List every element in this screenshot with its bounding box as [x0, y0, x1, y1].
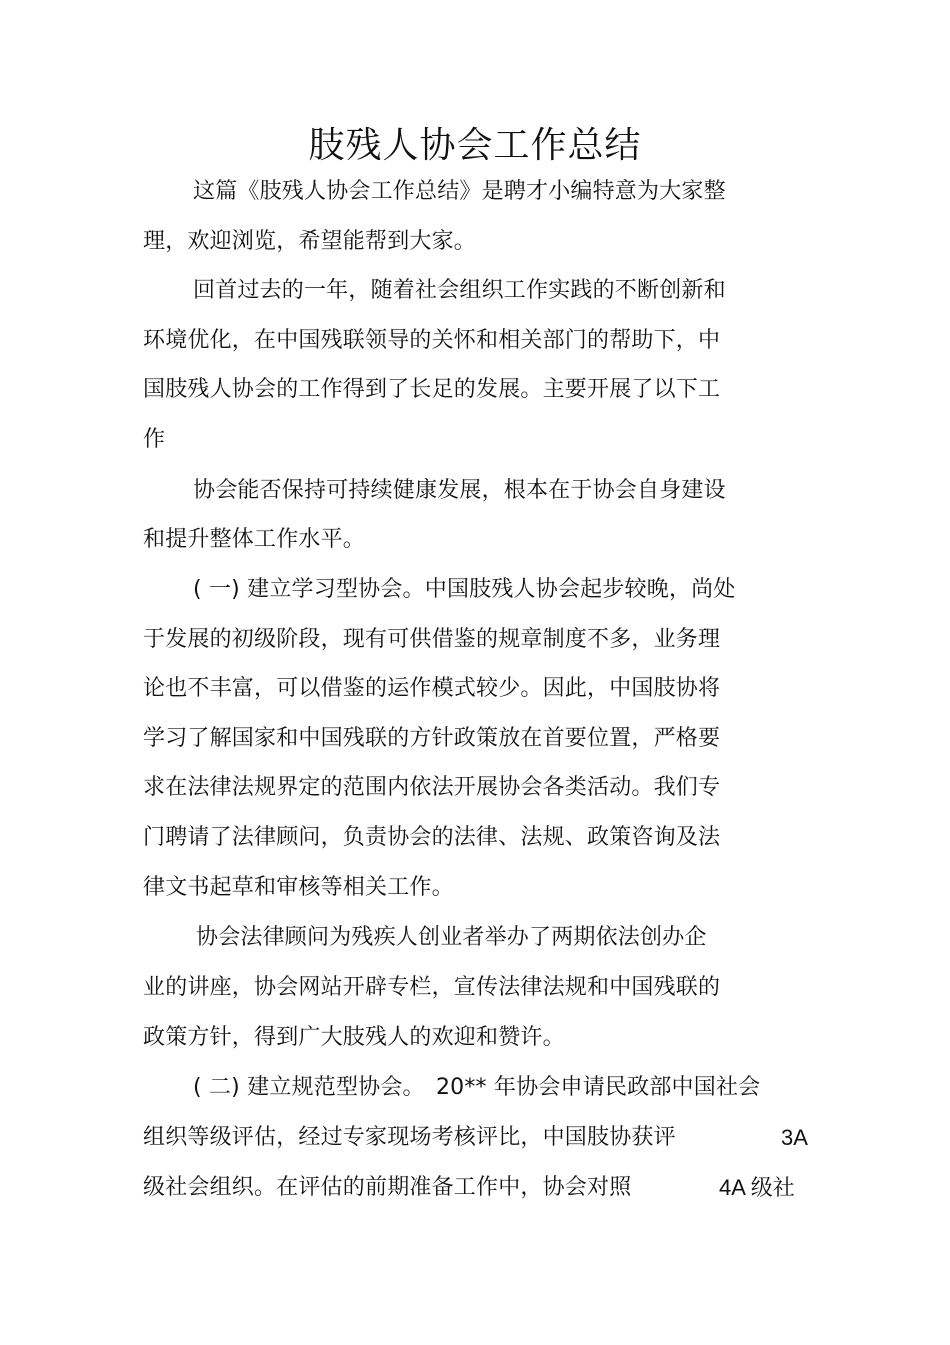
text-line: 组织等级评估，经过专家现场考核评比，中国肢协获评: [143, 1125, 676, 1150]
text-line: 论也不丰富，可以借鉴的运作模式较少。因此，中国肢协将: [143, 676, 721, 701]
text-line: 和提升整体工作水平。: [143, 527, 366, 552]
text-line: 政策方针，得到广大肢残人的欢迎和赞许。: [143, 1025, 565, 1050]
text-line: 协会法律顾问为残疾人创业者举办了两期依法创办企: [196, 925, 707, 950]
text-line: 门聘请了法律顾问，负责协会的法律、法规、政策咨询及法: [143, 825, 721, 850]
text-line: 理，欢迎浏览，希望能帮到大家。: [143, 229, 477, 254]
text-line: 学习了解国家和中国残联的方针政策放在首要位置，严格要: [143, 726, 721, 751]
text-fragment-3a: 3A: [781, 1125, 808, 1150]
text-line: 协会能否保持可持续健康发展，根本在于协会自身建设: [193, 478, 726, 503]
text-line: ( 一) 建立学习型协会。中国肢残人协会起步较晚，尚处: [193, 577, 736, 602]
text-line: ( 二) 建立规范型协会。 20** 年协会申请民政部中国社会: [193, 1075, 761, 1100]
text-line: 作: [143, 427, 166, 452]
text-line: 这篇《肢残人协会工作总结》是聘才小编特意为大家整: [193, 179, 726, 204]
text-line: 业的讲座，协会网站开辟专栏，宣传法律法规和中国残联的: [143, 975, 721, 1000]
text-line: 求在法律法规界定的范围内依法开展协会各类活动。我们专: [143, 775, 721, 800]
text-line: 于发展的初级阶段，现有可供借鉴的规章制度不多，业务理: [143, 627, 721, 652]
text-fragment-4a: 4A 级社: [719, 1175, 795, 1200]
text-line: 国肢残人协会的工作得到了长足的发展。主要开展了以下工: [143, 377, 721, 402]
text-line: 回首过去的一年，随着社会组织工作实践的不断创新和: [193, 278, 726, 303]
text-line: 级社会组织。在评估的前期准备工作中，协会对照: [143, 1175, 632, 1200]
document-title: 肢残人协会工作总结: [308, 125, 642, 166]
text-line: 律文书起草和审核等相关工作。: [143, 875, 454, 900]
text-line: 环境优化，在中国残联领导的关怀和相关部门的帮助下，中: [143, 328, 721, 353]
